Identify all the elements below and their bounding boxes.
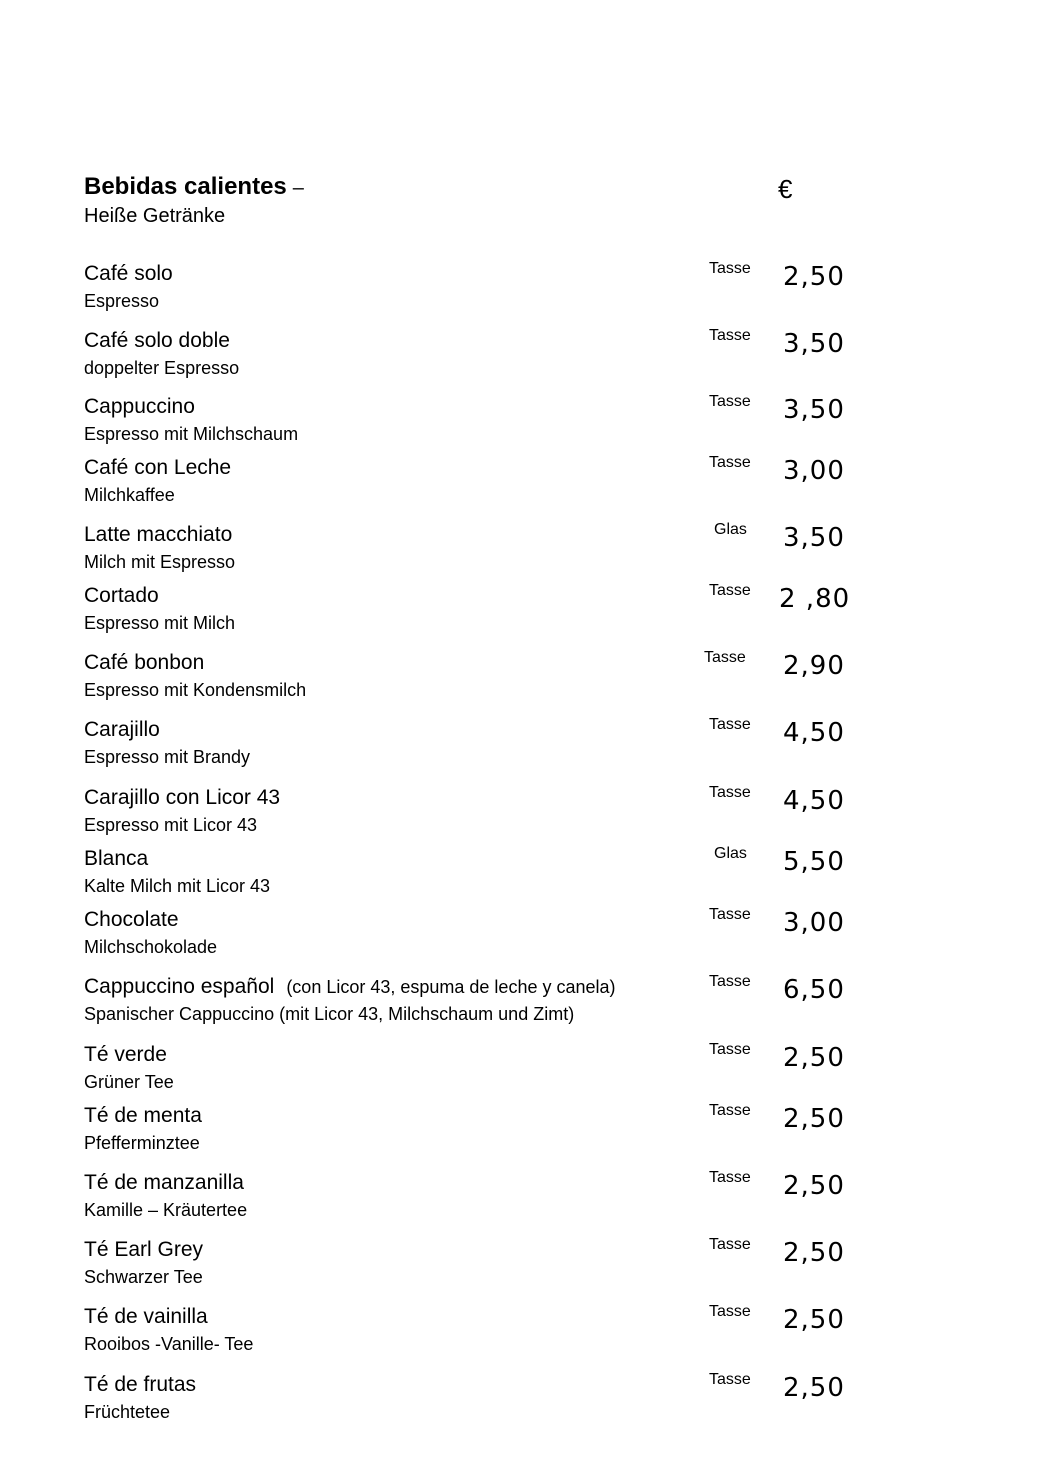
item-name: Café bonbon xyxy=(84,651,205,674)
item-unit: Tasse xyxy=(709,260,751,277)
menu-item xyxy=(84,651,884,711)
menu-item xyxy=(84,1104,884,1164)
title-text: Bebidas calientes xyxy=(84,173,287,200)
item-price: 2 ,80 xyxy=(779,584,851,614)
item-note: (con Licor 43, espuma de leche y canela) xyxy=(286,977,616,997)
item-unit: Tasse xyxy=(709,393,751,410)
menu-item xyxy=(84,1238,884,1298)
item-description: Früchtetee xyxy=(84,1402,171,1422)
menu-item xyxy=(84,975,884,1035)
item-name: Té verde xyxy=(84,1043,167,1066)
item-description: Kamille – Kräutertee xyxy=(84,1200,248,1220)
item-name: Chocolate xyxy=(84,908,179,931)
section-title xyxy=(84,173,304,201)
item-unit: Tasse xyxy=(709,1041,751,1058)
item-description: Espresso mit Milchschaum xyxy=(84,424,299,444)
item-price: 3,50 xyxy=(783,523,845,553)
item-description: Espresso mit Milch xyxy=(84,613,236,633)
item-description: Milchkaffee xyxy=(84,485,175,505)
item-name: Blanca xyxy=(84,847,149,870)
item-name: Cortado xyxy=(84,584,159,607)
item-price: 2,50 xyxy=(783,1043,845,1073)
menu-item xyxy=(84,262,884,322)
menu-item xyxy=(84,523,884,583)
item-unit: Glas xyxy=(714,521,747,538)
menu-item xyxy=(84,1305,884,1365)
item-unit: Tasse xyxy=(709,973,751,990)
item-name: Té Earl Grey xyxy=(84,1238,204,1261)
item-unit: Tasse xyxy=(709,1236,751,1253)
item-price: 3,50 xyxy=(783,329,845,359)
item-unit: Tasse xyxy=(709,716,751,733)
item-description: Espresso xyxy=(84,291,160,311)
currency-symbol: € xyxy=(778,174,793,204)
item-description: Kalte Milch mit Licor 43 xyxy=(84,876,271,896)
item-price: 2,50 xyxy=(783,262,845,292)
item-price: 4,50 xyxy=(783,718,845,748)
item-unit: Tasse xyxy=(709,582,751,599)
item-name: Cappuccino xyxy=(84,395,195,418)
item-name: Carajillo con Licor 43 xyxy=(84,786,281,809)
item-unit: Tasse xyxy=(709,784,751,801)
item-name: Café con Leche xyxy=(84,456,232,479)
item-description: Spanischer Cappuccino (mit Licor 43, Milchschaum und Zimt) xyxy=(84,1004,575,1024)
item-unit: Tasse xyxy=(709,327,751,344)
item-description: Grüner Tee xyxy=(84,1072,174,1092)
item-description: Espresso mit Brandy xyxy=(84,747,251,767)
menu-item xyxy=(84,1373,884,1433)
item-unit: Tasse xyxy=(709,906,751,923)
menu-item xyxy=(84,847,884,907)
item-name: Té de frutas xyxy=(84,1373,197,1396)
item-unit: Glas xyxy=(714,845,747,862)
item-price: 2,90 xyxy=(783,651,845,681)
item-name: Cappuccino español xyxy=(84,975,275,998)
item-unit: Tasse xyxy=(709,1102,751,1119)
item-name: Té de manzanilla xyxy=(84,1171,244,1194)
item-price: 2,50 xyxy=(783,1104,845,1134)
item-description: Milch mit Espresso xyxy=(84,552,236,572)
menu-item xyxy=(84,718,884,778)
menu-item xyxy=(84,456,884,516)
menu-item xyxy=(84,908,884,968)
menu-item xyxy=(84,395,884,455)
item-description: Pfefferminztee xyxy=(84,1133,200,1153)
item-name-with-note xyxy=(84,975,616,999)
item-name: Té de menta xyxy=(84,1104,202,1127)
item-name: Café solo doble xyxy=(84,329,230,352)
item-name: Carajillo xyxy=(84,718,160,741)
section-subtitle: Heiße Getränke xyxy=(84,205,226,227)
item-price: 3,00 xyxy=(783,908,845,938)
menu-item xyxy=(84,329,884,389)
item-unit: Tasse xyxy=(704,649,746,666)
item-price: 5,50 xyxy=(783,847,845,877)
item-description: Espresso mit Licor 43 xyxy=(84,815,258,835)
item-name: Café solo xyxy=(84,262,173,285)
item-unit: Tasse xyxy=(709,454,751,471)
item-unit: Tasse xyxy=(709,1303,751,1320)
item-price: 3,00 xyxy=(783,456,845,486)
item-name: Té de vainilla xyxy=(84,1305,208,1328)
item-name: Latte macchiato xyxy=(84,523,233,546)
item-price: 4,50 xyxy=(783,786,845,816)
title-dash: – xyxy=(292,177,304,199)
menu-item xyxy=(84,1043,884,1103)
menu-item xyxy=(84,584,884,644)
item-price: 6,50 xyxy=(783,975,845,1005)
item-price: 3,50 xyxy=(783,395,845,425)
item-description: doppelter Espresso xyxy=(84,358,240,378)
item-unit: Tasse xyxy=(709,1371,751,1388)
item-price: 2,50 xyxy=(783,1373,845,1403)
item-description: Milchschokolade xyxy=(84,937,218,957)
item-price: 2,50 xyxy=(783,1238,845,1268)
menu-item xyxy=(84,1171,884,1231)
item-description: Espresso mit Kondensmilch xyxy=(84,680,307,700)
menu-item xyxy=(84,786,884,846)
item-unit: Tasse xyxy=(709,1169,751,1186)
item-price: 2,50 xyxy=(783,1171,845,1201)
item-price: 2,50 xyxy=(783,1305,845,1335)
item-description: Rooibos -Vanille- Tee xyxy=(84,1334,254,1354)
item-description: Schwarzer Tee xyxy=(84,1267,203,1287)
